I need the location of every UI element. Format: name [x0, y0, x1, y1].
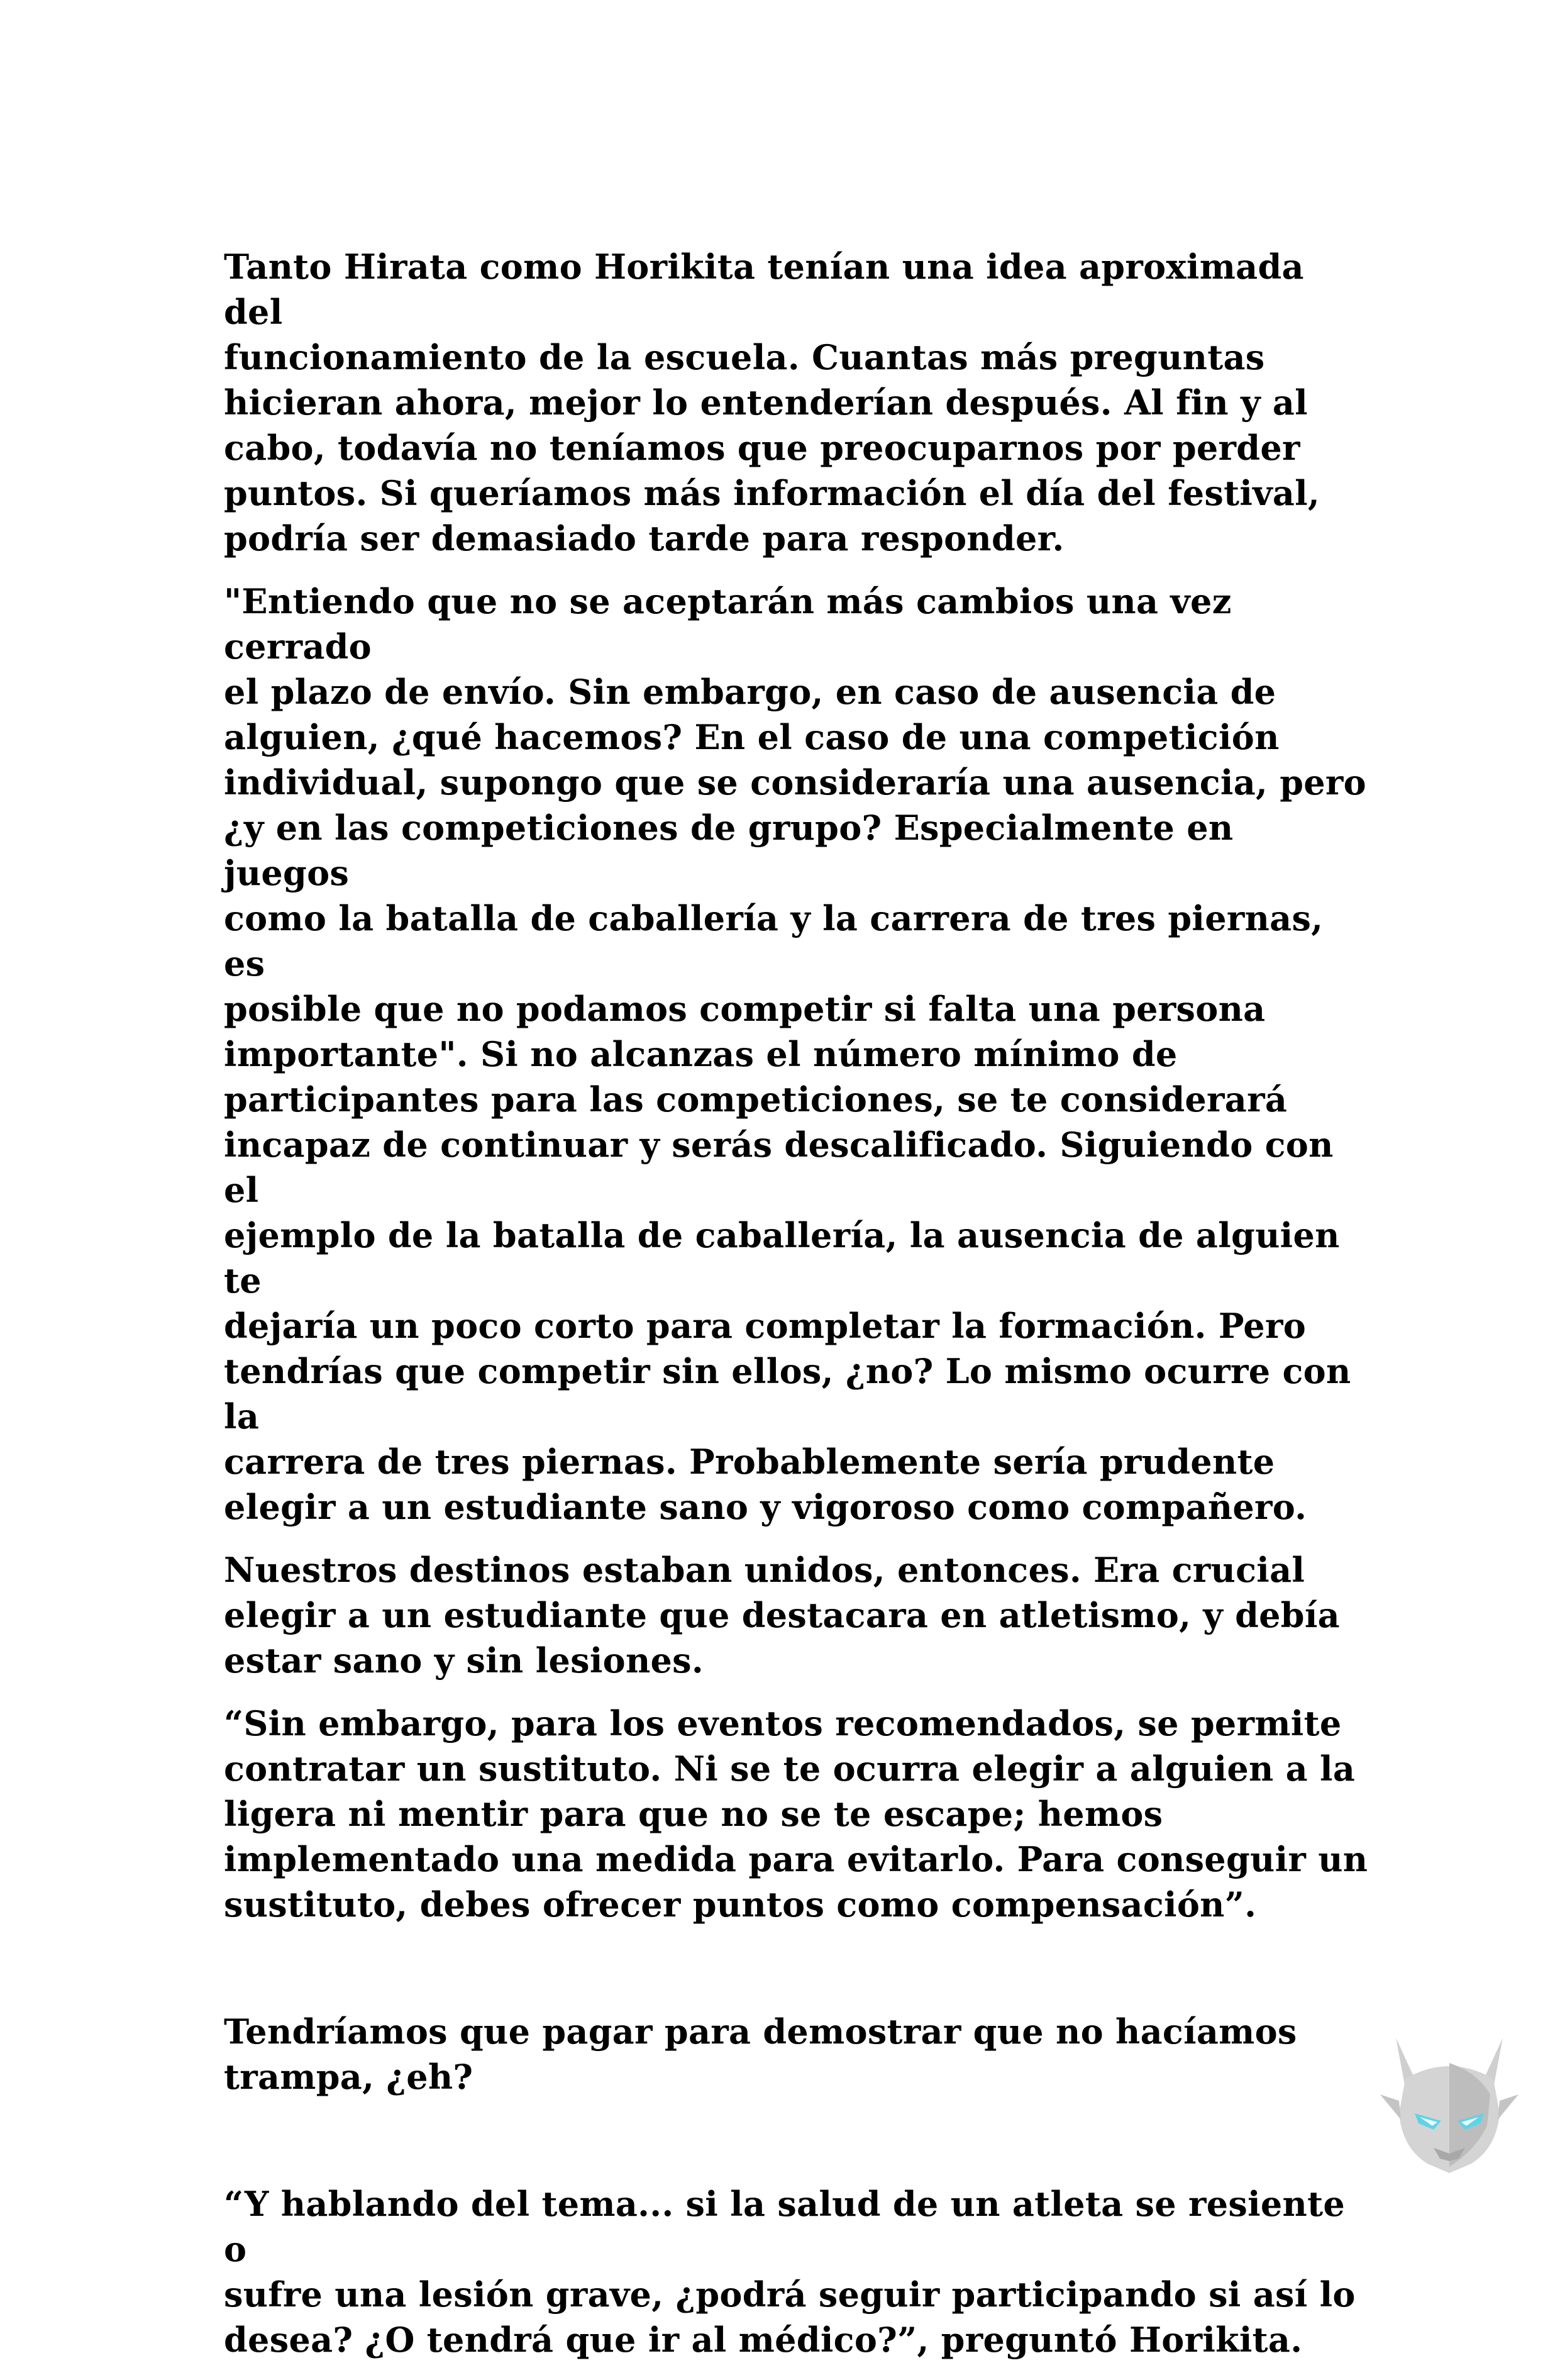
paragraph-5: Tendríamos que pagar para demostrar que no hacíamos trampa, ¿eh? [224, 2011, 1297, 2097]
paragraph-1: Tanto Hirata como Horikita tenían una idea aproximada del funcionamiento de la escuela. Cuantas más preguntas hicieran ahora, mejor lo entenderían después. Al fin y al cabo, todavía no teníamos que preocuparnos por perder puntos. Si queríamos más información el día del festival, podría ser demasiado tarde para responder. [224, 247, 1320, 559]
paragraph-6: “Y hablando del tema... si la salud de un atleta se resiente o sufre una lesión grave, ¿podrá seguir participando si así lo desea? ¿O tendrá que ir al médico?”, preguntó Horikita. [224, 2184, 1356, 2360]
body-text [224, 244, 1368, 2380]
paragraph-4: “Sin embargo, para los eventos recomendados, se permite contratar un sustituto. Ni se te ocurra elegir a alguien a la ligera ni mentir para que no se te escape; hemos implementado una medida para evitarlo. Para conseguir un sustituto, debes ofrecer puntos como compensación”. [224, 1703, 1368, 1925]
paragraph-3: Nuestros destinos estaban unidos, entonces. Era crucial elegir a un estudiante que destacara en atletismo, y debía estar sano y sin lesiones. [224, 1550, 1340, 1681]
paragraph-2: "Entiendo que no se aceptarán más cambios una vez cerrado el plazo de envío. Sin embargo, en caso de ausencia de alguien, ¿qué hacemos? En el caso de una competición individual, supongo que se consideraría una ausencia, pero ¿y en las competiciones de grupo? Especialmente en juegos como la batalla de caballería y la carrera de tres piernas, es posible que no podamos competir si falta una persona importante". Si no alcanzas el número mínimo de participantes para las competiciones, se te considerará incapaz de continuar y serás descalificado. Siguiendo con el ejemplo de la batalla de caballería, la ausencia de alguien te dejaría un poco corto para completar la formación. Pero tendrías que competir sin ellos, ¿no? Lo mismo ocurre con la carrera de tres piernas. Probablemente sería prudente elegir a un estudiante sano y vigoroso como compañero. [224, 581, 1366, 1527]
demon-head-logo-icon [1371, 2019, 1528, 2176]
